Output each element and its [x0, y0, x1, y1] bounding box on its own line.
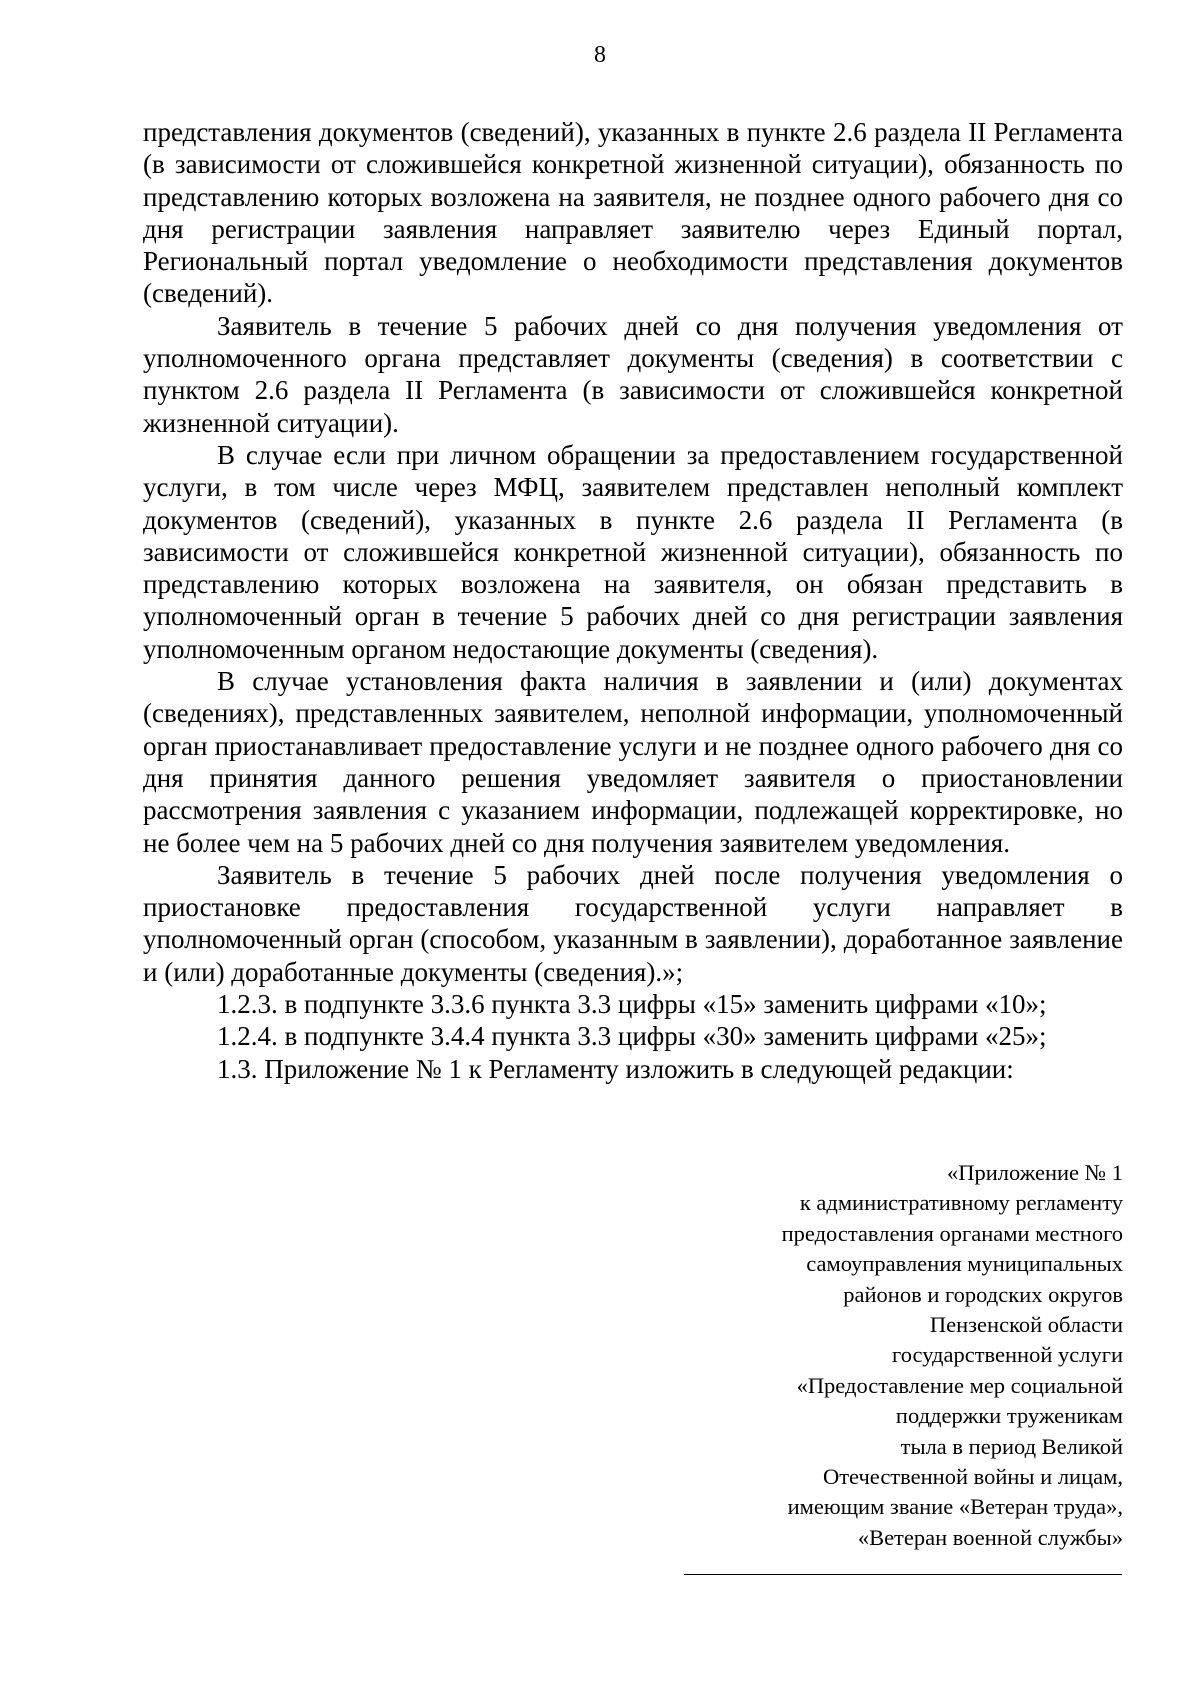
- annex-line: самоуправления муниципальных: [806, 1251, 1123, 1277]
- annex-line: «Приложение № 1: [947, 1160, 1123, 1185]
- amendment-item-1-3: 1.3. Приложение № 1 к Регламенту изложить в следующей редакции:: [217, 1053, 1014, 1084]
- paragraph-revised-application: Заявитель в течение 5 рабочих дней после получения уведомления о приостановке предоставления государственной услуги направляет в уполномоченный орган (способом, указанным в заявлении), доработанное заявление и (или) доработанные документы (сведения).»;: [143, 859, 1123, 987]
- annex-line: имеющим звание «Ветеран труда»,: [787, 1494, 1123, 1520]
- document-body: [143, 116, 1123, 1085]
- annex-line: тыла в период Великой: [900, 1433, 1123, 1459]
- paragraph-suspension: В случае установления факта наличия в заявлении и (или) документах (сведениях), представленных заявителем, неполной информации, уполномоченный орган приостанавливает предоставление услуги и не позднее одного рабочего дня со дня принятия данного решения уведомляет заявителя о приостановлении рассмотрения заявления с указанием информации, подлежащей корректировке, но не более чем на 5 рабочих дней со дня получения заявителем уведомления.: [143, 666, 1123, 858]
- amendment-item-1-2-4: 1.2.4. в подпункте 3.4.4 пункта 3.3 цифры «30» заменить цифрами «25»;: [217, 1021, 1047, 1052]
- paragraph-continued: представления документов (сведений), указанных в пункте 2.6 раздела II Регламента (в зависимости от сложившейся конкретной жизненной ситуации), обязанность по представлению которых возложена на заявителя, не позднее одного рабочего дня со дня регистрации заявления направляет заявителю через Единый портал, Региональный портал уведомление о необходимости представления документов (сведений).: [143, 117, 1123, 309]
- annex-line: Отечественной войны и лицам,: [822, 1464, 1123, 1490]
- amendment-item-1-2-3: 1.2.3. в подпункте 3.3.6 пункта 3.3 цифры «15» заменить цифрами «10»;: [217, 989, 1047, 1020]
- annex-line: «Ветеран военной службы»: [857, 1524, 1123, 1550]
- page-number: 8: [594, 42, 606, 68]
- annex-line: районов и городских округов: [843, 1281, 1123, 1307]
- annex-line: «Предоставление мер социальной: [796, 1372, 1123, 1398]
- annex-line: государственной услуги: [892, 1342, 1123, 1368]
- separator-line: [684, 1574, 1122, 1575]
- annex-line: к административному регламенту: [799, 1190, 1123, 1216]
- paragraph-applicant-submission: Заявитель в течение 5 рабочих дней со дня получения уведомления от уполномоченного органа представляет документы (сведения) в соответствии с пунктом 2.6 раздела II Регламента (в зависимости от сложившейся конкретной жизненной ситуации).: [143, 310, 1123, 438]
- annex-line: предоставления органами местного: [781, 1220, 1123, 1246]
- paragraph-incomplete-documents: В случае если при личном обращении за предоставлением государственной услуги, в том числе через МФЦ, заявителем представлен неполный комплект документов (сведений), указанных в пункте 2.6 раздела II Регламента (в зависимости от сложившейся конкретной жизненной ситуации), обязанность по представлению которых возложена на заявителя, он обязан представить в уполномоченный орган в течение 5 рабочих дней со дня регистрации заявления уполномоченным органом недостающие документы (сведения).: [143, 439, 1123, 664]
- annex-heading-block: [663, 1158, 1123, 1553]
- annex-line: Пензенской области: [929, 1312, 1123, 1338]
- annex-line: поддержки труженикам: [895, 1403, 1123, 1429]
